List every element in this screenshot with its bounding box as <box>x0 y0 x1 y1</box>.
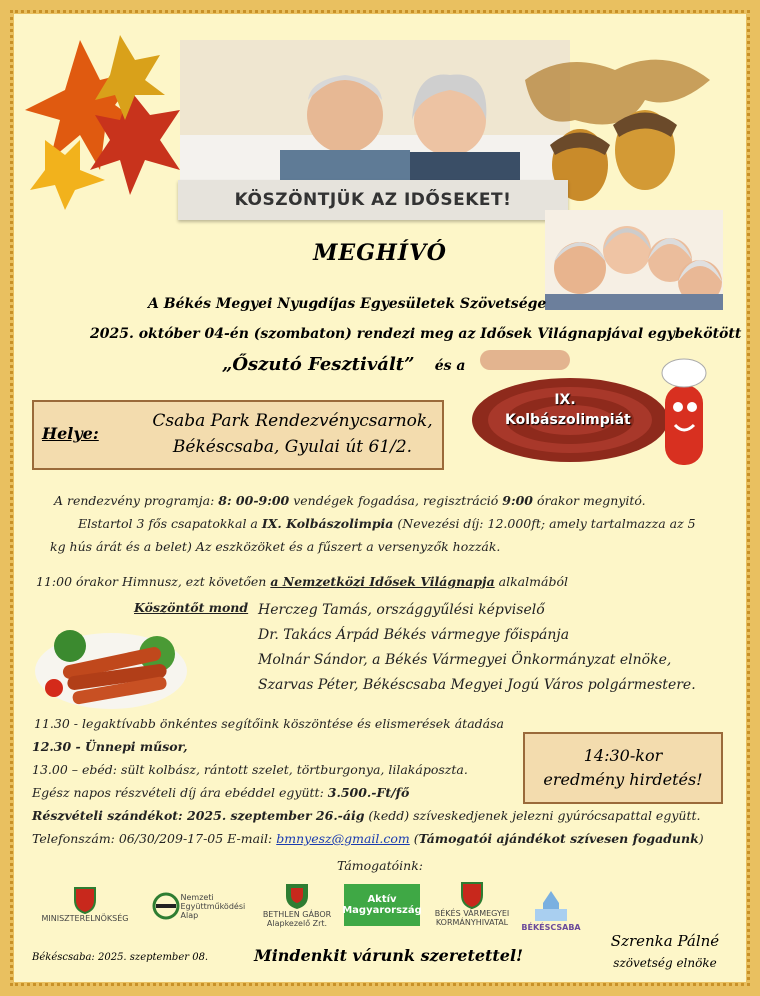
autumn-leaves-illustration <box>20 30 190 210</box>
supporter-logo: Nemzeti Együttműködési Alap <box>148 886 258 926</box>
invitation-title: MEGHÍVÓ <box>313 240 447 266</box>
signer-name: Szrenka Pálné <box>610 932 720 950</box>
supporter-logo: BÉKÉSCSABA <box>522 884 580 936</box>
bethlen-logo-icon <box>283 880 311 910</box>
coat-of-arms-icon <box>460 879 484 909</box>
speaker-item: Dr. Takács Árpád Békés vármegye főispánja <box>258 627 570 643</box>
nea-logo-icon <box>151 891 181 921</box>
speaker-list <box>258 598 696 698</box>
bekescsaba-church-icon <box>531 889 571 923</box>
result-time: 14:30-kor <box>583 746 663 765</box>
ceremony-line: 11:00 órakor Himnusz, ezt követően a Nemzetközi Idősek Világnapja alkalmából <box>36 574 568 589</box>
kolbasz-badge-label: Kolbászolimpiát <box>505 412 631 428</box>
schedule-line-2: 12.30 - Ünnepi műsor, <box>32 739 188 754</box>
program-line-2: Elstartol 3 fős csapatokkal a IX. Kolbászolimpia (Nevezési díj: 12.000ft; amely tartalmazza az 5 <box>78 516 696 531</box>
venue-street: Békéscsaba, Gyulai út 61/2. <box>172 437 413 457</box>
speaker-item: Molnár Sándor, a Békés Vármegyei Önkormányzat elnöke, <box>258 652 672 668</box>
schedule-line-3: 13.00 – ebéd: sült kolbász, rántott szelet, törtburgonya, lilakáposzta. <box>32 762 468 777</box>
supporter-logo: BÉKÉS VÁRMEGYEI KORMÁNYHIVATAL <box>432 872 512 934</box>
greeting-label: Köszöntőt mond <box>134 600 249 615</box>
program-line-3: kg hús árát és a belet) Az eszközöket és a fűszert a versenyzők hozzák. <box>50 539 501 554</box>
footer-slogan: Mindenkit várunk szeretettel! <box>254 946 524 965</box>
program-line-1: A rendezvény programja: 8: 00-9:00 vendégek fogadása, regisztráció 9:00 órakor megnyitó. <box>54 493 646 508</box>
signer-title: szövetség elnöke <box>613 956 717 970</box>
festival-suffix: és a <box>434 358 466 374</box>
venue-name: Csaba Park Rendezvénycsarnok, <box>152 411 433 431</box>
kolbasz-badge-number: IX. <box>554 392 576 408</box>
welcome-banner: KÖSZÖNTJÜK AZ IDŐSEKET! <box>178 180 568 220</box>
date-line: 2025. október 04-én (szombaton) rendezi meg az Idősek Világnapjával egybekötött <box>90 326 742 342</box>
schedule-line-1: 11.30 - legaktívabb önkéntes segítőink köszöntése és elismerések átadása <box>34 716 504 731</box>
schedule-line-4: Egész napos részvételi díj ára ebéddel együtt: 3.500.-Ft/fő <box>32 785 410 800</box>
result-label: eredmény hirdetés! <box>543 770 703 789</box>
schedule-line-5: Részvételi szándékot: 2025. szeptember 26.-áig (kedd) szíveskedjenek jelezni gyúrócsapattal együtt. <box>32 808 701 823</box>
speaker-item: Herczeg Tamás, országgyűlési képviselő <box>258 602 545 618</box>
email-link[interactable]: bmnyesz@gmail.com <box>276 831 410 846</box>
festival-name: „Őszutó Fesztivált” <box>222 354 415 375</box>
supporters-label: Támogatóink: <box>336 858 424 873</box>
supporter-logo: MINISZTERELNÖKSÉG <box>30 872 140 934</box>
coat-of-arms-icon <box>73 884 97 914</box>
venue-address <box>150 408 435 460</box>
supporter-logo: Aktív Magyarország <box>344 884 420 926</box>
speaker-item: Szarvas Péter, Békéscsaba Megyei Jogú Város polgármestere. <box>258 677 696 693</box>
organizer-line: A Békés Megyei Nyugdíjas Egyesületek Szövetsége <box>148 296 547 312</box>
supporter-logo: BETHLEN GÁBOR Alapkezelő Zrt. <box>262 874 332 934</box>
sausage-plate-illustration <box>32 616 190 712</box>
footer-date: Békéscsaba: 2025. szeptember 08. <box>32 952 209 963</box>
venue-label: Helye: <box>42 424 99 443</box>
result-announcement-box <box>523 732 723 804</box>
contact-line: Telefonszám: 06/30/209-17-05 E-mail: bmnyesz@gmail.com (Támogatói ajándékot szívesen fogadunk) <box>32 831 704 846</box>
